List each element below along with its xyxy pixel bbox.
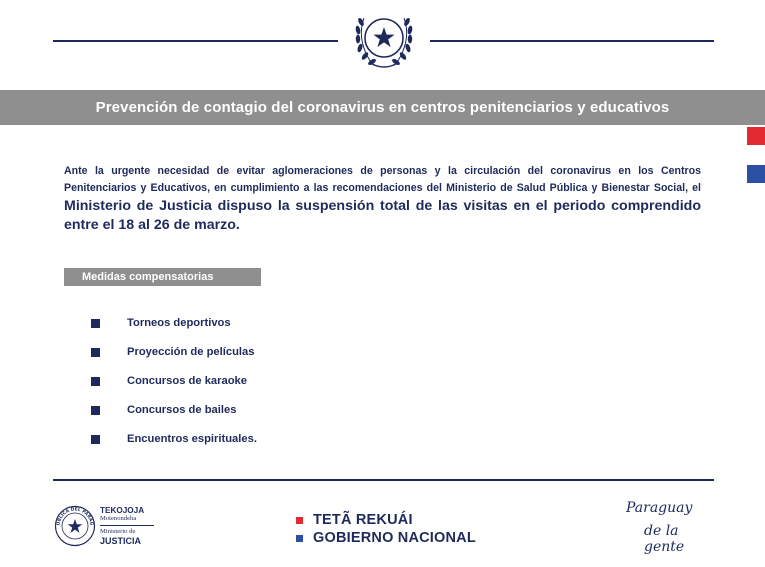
flag-blue-square [747, 165, 765, 183]
gobierno-row-2 [296, 529, 476, 547]
intro-highlight: Ministerio de Justicia dispuso la suspensión total de las visitas en el periodo comprendido entre el 18 al 26 de marzo. [64, 198, 701, 233]
bullet-square-icon [91, 377, 100, 386]
blue-square-icon [296, 535, 303, 542]
intro-paragraph [64, 163, 701, 235]
slogan-line1: Paraguay [626, 500, 693, 516]
footer-rule [53, 479, 714, 481]
republic-seal-icon [54, 505, 96, 547]
header-rule-right [430, 40, 714, 42]
gobierno-line1: TETÃ REKUÁI [313, 512, 413, 528]
section-title: Medidas compensatorias [82, 271, 214, 283]
national-seal-icon [350, 8, 418, 74]
ministerio-line4: JUSTICIA [100, 536, 142, 546]
flag-red-square [747, 127, 765, 145]
bullet-square-icon [91, 348, 100, 357]
measure-label: Proyección de películas [127, 346, 255, 358]
ministerio-line2: Motenondeha [100, 515, 137, 522]
intro-text: Ante la urgente necesidad de evitar aglomeraciones de personas y la circulación del coronavirus en los Centros Penitenciarios y Educativos, en cumplimiento a las recomendaciones del Ministerio de Salud Pública y Bienestar Social, el [64, 165, 701, 194]
gobierno-logo [296, 511, 476, 547]
title-banner [0, 90, 765, 125]
measure-label: Encuentros espirituales. [127, 433, 257, 445]
measure-label: Concursos de bailes [127, 404, 237, 416]
ministerio-logo [100, 506, 160, 546]
page-title: Prevención de contagio del coronavirus en centros penitenciarios y educativos [95, 99, 670, 116]
slogan-line2: de la gente [644, 523, 685, 555]
gobierno-row-1 [296, 511, 476, 529]
header-rule-left [53, 40, 338, 42]
paraguay-slogan-logo [624, 500, 718, 555]
ministerio-divider [100, 525, 154, 526]
bullet-square-icon [91, 435, 100, 444]
ministerio-line3: Ministerio de [100, 528, 136, 535]
ministerio-line1: TEKOJOJA [100, 506, 145, 515]
red-square-icon [296, 517, 303, 524]
bullet-square-icon [91, 406, 100, 415]
measure-label: Concursos de karaoke [127, 375, 248, 387]
gobierno-line2: GOBIERNO NACIONAL [313, 530, 476, 546]
measure-label: Torneos deportivos [127, 317, 231, 329]
section-header [64, 268, 261, 286]
bullet-square-icon [91, 319, 100, 328]
svg-text:REPUBLICA DEL PARAGUAY: UBLICA DEL PARAG [56, 507, 94, 526]
